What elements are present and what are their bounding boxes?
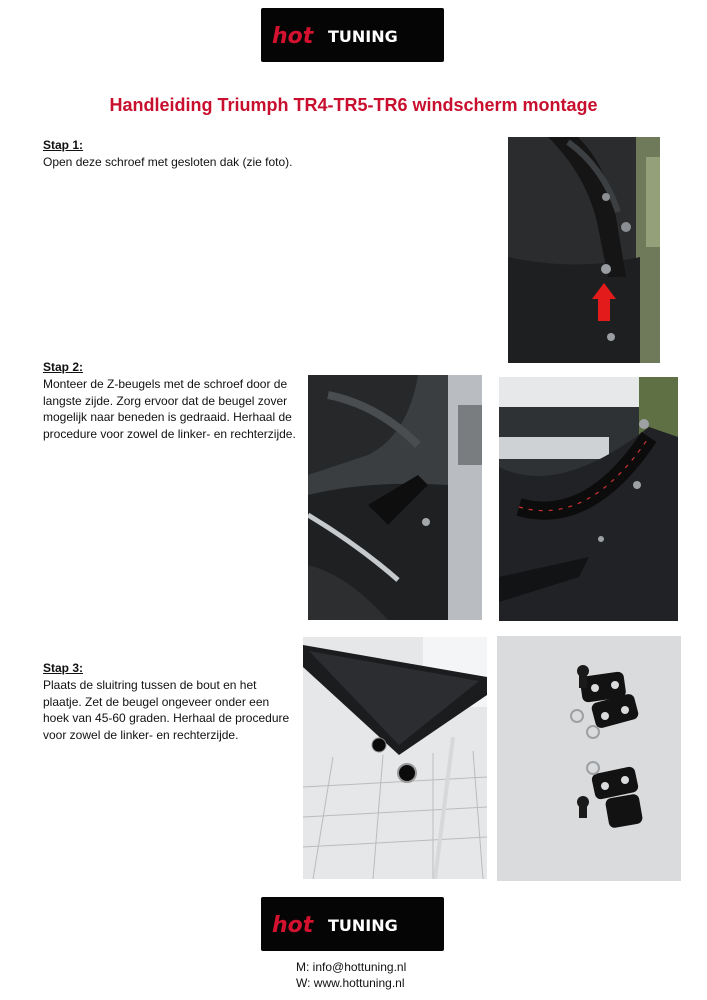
step-1-photo-screw bbox=[508, 137, 660, 363]
step-1-heading: Stap 1: bbox=[43, 138, 84, 152]
step-2-photo-bracket-left bbox=[308, 375, 482, 620]
logo-hot-text: hot bbox=[272, 24, 314, 49]
logo-tuning-text: TUNING bbox=[328, 27, 398, 46]
step-2-line-4: procedure voor zowel de linker- en rechterzijde. bbox=[43, 426, 296, 441]
step-2-line-1: Monteer de Z-beugels met de schroef door de bbox=[43, 377, 288, 391]
step-3-photo-windscreen bbox=[303, 637, 487, 879]
step-3-line-1: Plaats de sluitring tussen de bout en het bbox=[43, 678, 257, 692]
contact-website: W: www.hottuning.nl bbox=[296, 976, 405, 990]
step-2-photo-bracket-right bbox=[499, 377, 678, 621]
step-2-line-2: langste zijde. Zorg ervoor dat de beugel zover bbox=[43, 393, 288, 408]
logo-hot-text: hot bbox=[272, 913, 314, 938]
step-3-heading: Stap 3: bbox=[43, 661, 84, 675]
step-1-text bbox=[43, 154, 292, 171]
contact-email: M: info@hottuning.nl bbox=[296, 960, 407, 974]
step-3-line-3: hoek van 45-60 graden. Herhaal de procedure bbox=[43, 711, 290, 725]
step-2-text bbox=[43, 376, 296, 442]
hottuning-logo-top bbox=[261, 8, 444, 62]
step-3-line-2: plaatje. Zet de beugel ongeveer onder een bbox=[43, 694, 270, 709]
hottuning-logo-bottom bbox=[261, 897, 444, 951]
step-1-line-1: Open deze schroef met gesloten dak (zie foto). bbox=[43, 155, 293, 169]
step-3-photo-parts bbox=[497, 636, 681, 881]
step-2-heading: Stap 2: bbox=[43, 360, 84, 374]
logo-tuning-text: TUNING bbox=[328, 916, 398, 935]
step-2-line-3: mogelijk naar beneden is gedraaid. Herhaal de bbox=[43, 410, 292, 424]
page-title: Handleiding Triumph TR4-TR5-TR6 windscherm montage bbox=[109, 95, 598, 115]
step-3-line-4: voor zowel de linker- en rechterzijde. bbox=[43, 727, 239, 742]
step-3-text bbox=[43, 677, 289, 743]
